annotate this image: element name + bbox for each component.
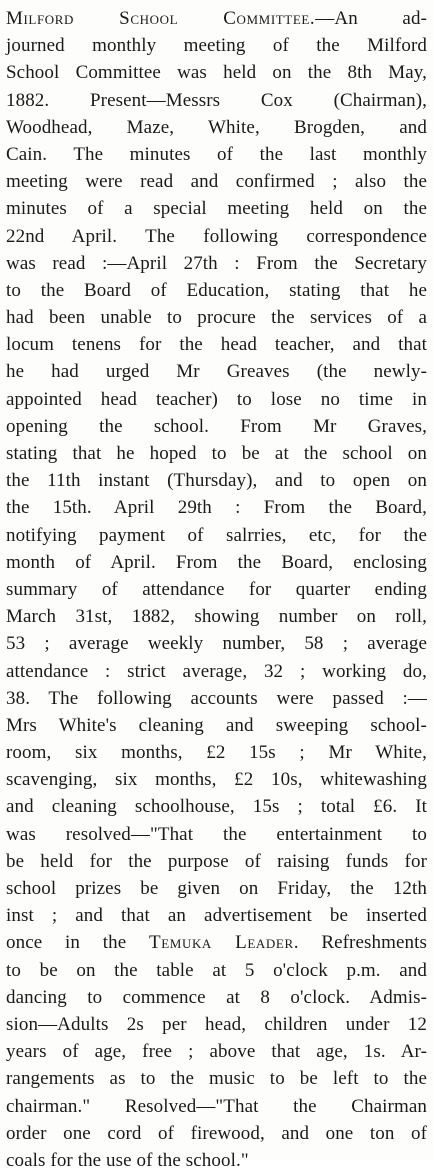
article-line: chairman." Resolved—"That the Chairman — [6, 1095, 427, 1117]
article-line: room, six months, £2 15s ; Mr White, — [6, 742, 427, 764]
article-line: Woodhead, Maze, White, Brogden, and — [6, 116, 427, 138]
article-line-text: once in the — [6, 932, 127, 954]
article-line: stating that he hoped to be at the school on — [6, 443, 427, 464]
article-line: opening the school. From Mr Graves, — [6, 415, 427, 437]
article-line: 22nd April. The following correspondence — [6, 225, 427, 247]
article-line: order one cord of firewood, and one ton of — [6, 1122, 427, 1144]
article-line: 38. The following accounts were passed :— — [6, 687, 427, 709]
article-line: had been unable to procure the services of a — [6, 307, 427, 329]
article-line: was resolved—"That the entertainment to — [6, 823, 427, 845]
article-line — [6, 929, 427, 956]
article-line: sion—Adults 2s per head, children under 12 — [6, 1013, 427, 1035]
article-line: locum tenens for the head teacher, and that — [6, 334, 427, 356]
article-line: attendance : strict average, 32 ; working do, — [6, 660, 427, 682]
article-line: the 15th. April 29th : From the Board, — [6, 497, 427, 519]
article-line: dancing to commence at 8 o'clock. Admis- — [6, 986, 427, 1008]
article-line: to the Board of Education, stating that he — [6, 279, 427, 301]
article-line: was read :—April 27th : From the Secretary — [6, 252, 427, 274]
article-line — [6, 5, 427, 32]
article-line: inst ; and that an advertisement be inserted — [6, 905, 427, 927]
article-line: coals for the use of the school." — [6, 1149, 249, 1171]
article-line: March 31st, 1882, showing number on roll, — [6, 606, 427, 628]
article-line: appointed head teacher) to lose no time in — [6, 388, 427, 410]
article-line: notifying payment of salrries, etc, for the — [6, 524, 427, 546]
article-line-text: . Refreshments — [293, 932, 427, 954]
article-line: 1882. Present—Messrs Cox (Chairman), — [6, 89, 427, 111]
article-line: minutes of a special meeting held on the — [6, 198, 427, 220]
article-heading: Milford School Committee. — [6, 8, 316, 29]
article-line: Cain. The minutes of the last monthly — [6, 143, 427, 165]
article-line: meeting were read and confirmed ; also the — [6, 171, 427, 193]
article-line: and cleaning schoolhouse, 15s ; total £6. It — [6, 796, 427, 818]
article-line: years of age, free ; above that age, 1s. Ar- — [6, 1041, 427, 1063]
article-line: to be on the table at 5 o'clock p.m. and — [6, 959, 427, 981]
article-line: School Committee was held on the 8th May, — [6, 62, 427, 84]
article-line: the 11th instant (Thursday), and to open on — [6, 470, 427, 492]
article-line: Mrs White's cleaning and sweeping school- — [6, 714, 427, 736]
article-line-text: —An ad- — [315, 8, 427, 29]
article-line: rangements as to the music to be left to the — [6, 1068, 427, 1090]
article-line: he had urged Mr Greaves (the newly- — [6, 361, 427, 383]
article-line: summary of attendance for quarter ending — [6, 578, 427, 600]
article-line: scavenging, six months, £2 10s, whitewashing — [6, 769, 427, 791]
article-line: be held for the purpose of raising funds for — [6, 850, 427, 872]
article-line: 53 ; average weekly number, 58 ; average — [6, 633, 427, 655]
article-line: month of April. From the Board, enclosing — [6, 551, 427, 573]
article-line: school prizes be given on Friday, the 12th — [6, 878, 427, 899]
article-line: journed monthly meeting of the Milford — [6, 35, 427, 57]
newspaper-name: Temuka Leader — [149, 932, 294, 954]
